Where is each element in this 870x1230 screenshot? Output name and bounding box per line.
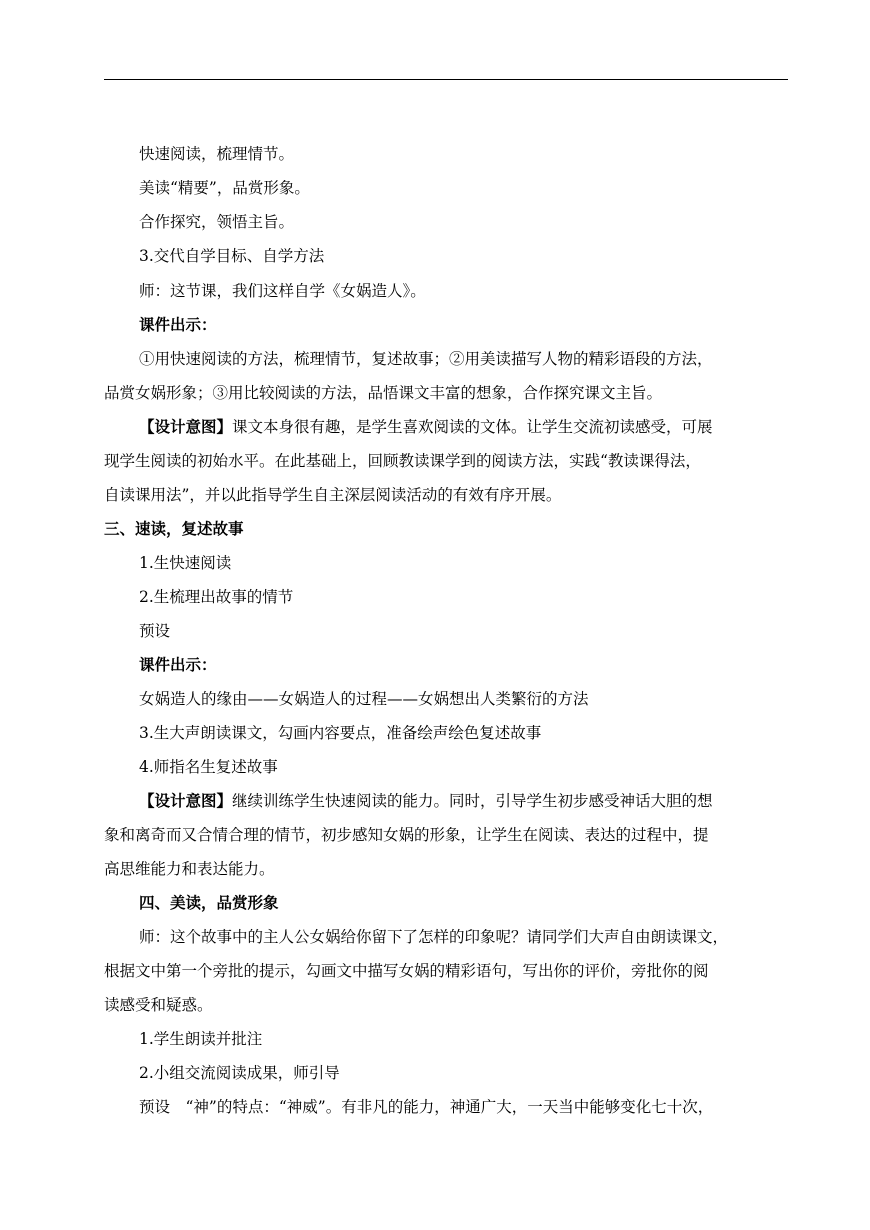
goal-line-2: 美读“精要”，品赏形象。 (139, 179, 310, 197)
question-line-2: 根据文中第一个旁批的提示，勾画文中描写女娲的精彩语句，写出你的评价，旁批你的阅 (104, 962, 709, 980)
design-intent-line-2: 现学生阅读的初始水平。在此基础上，回顾教读课学到的阅读方法，实践“教读课得法， (104, 452, 701, 470)
step-4-2: 2.小组交流阅读成果，师引导 (139, 1064, 340, 1082)
plot-outline: 女娲造人的缘由——女娲造人的过程——女娲想出人类繁衍的方法 (139, 690, 589, 708)
header-rule (104, 79, 788, 80)
preset-label: 预设 (139, 622, 171, 640)
methods-line-2: 品赏女娲形象；③用比较阅读的方法，品悟课文丰富的想象，合作探究课文主旨。 (104, 384, 663, 402)
preset-line: 预设 “神”的特点：“神威”。有非凡的能力，神通广大，一天当中能够变化七十次， (139, 1098, 714, 1116)
step-4: 4.师指名生复述故事 (139, 758, 278, 776)
design-intent-text: 课文本身很有趣，是学生喜欢阅读的文体。让学生交流初读感受，可展 (232, 418, 713, 436)
question-line-3: 读感受和疑惑。 (104, 996, 213, 1014)
methods-line-1: ①用快速阅读的方法，梳理情节，复述故事；②用美读描写人物的精彩语段的方法， (139, 350, 713, 368)
design-intent-line-1 (139, 417, 794, 437)
step-2: 2.生梳理出故事的情节 (139, 588, 294, 606)
step-1: 1.生快速阅读 (139, 554, 232, 572)
design-intent-2-text: 继续训练学生快速阅读的能力。同时，引导学生初步感受神话大胆的想 (232, 792, 713, 810)
design-intent-line-3: 自读课用法”，并以此指导学生自主深层阅读活动的有效有序开展。 (104, 486, 562, 504)
goal-line-1: 快速阅读，梳理情节。 (139, 145, 295, 163)
step-4-1: 1.学生朗读并批注 (139, 1030, 263, 1048)
design-intent-2-line-3: 高思维能力和表达能力。 (104, 860, 275, 878)
step-3-heading: 3.交代自学目标、自学方法 (139, 247, 325, 265)
teacher-line: 师：这节课，我们这样自学《女娲造人》。 (139, 282, 426, 300)
design-intent-2-line-2: 象和离奇而又合情合理的情节，初步感知女娲的形象，让学生在阅读、表达的过程中，提 (104, 826, 709, 844)
design-intent-2-line-1 (139, 791, 794, 811)
question-line-1: 师：这个故事中的主人公女娲给你留下了怎样的印象呢？请同学们大声自由朗读课文， (139, 928, 729, 946)
design-intent-label-2: 【设计意图】 (139, 791, 233, 810)
design-intent-label: 【设计意图】 (139, 417, 233, 436)
section-3-heading: 三、速读，复述故事 (104, 519, 244, 538)
courseware-label-2: 课件出示： (139, 655, 217, 674)
goal-line-3: 合作探究，领悟主旨。 (139, 213, 295, 231)
courseware-label: 课件出示： (139, 315, 217, 334)
step-3: 3.生大声朗读课文，勾画内容要点，准备绘声绘色复述故事 (139, 724, 542, 742)
section-4-heading: 四、美读，品赏形象 (139, 893, 279, 912)
